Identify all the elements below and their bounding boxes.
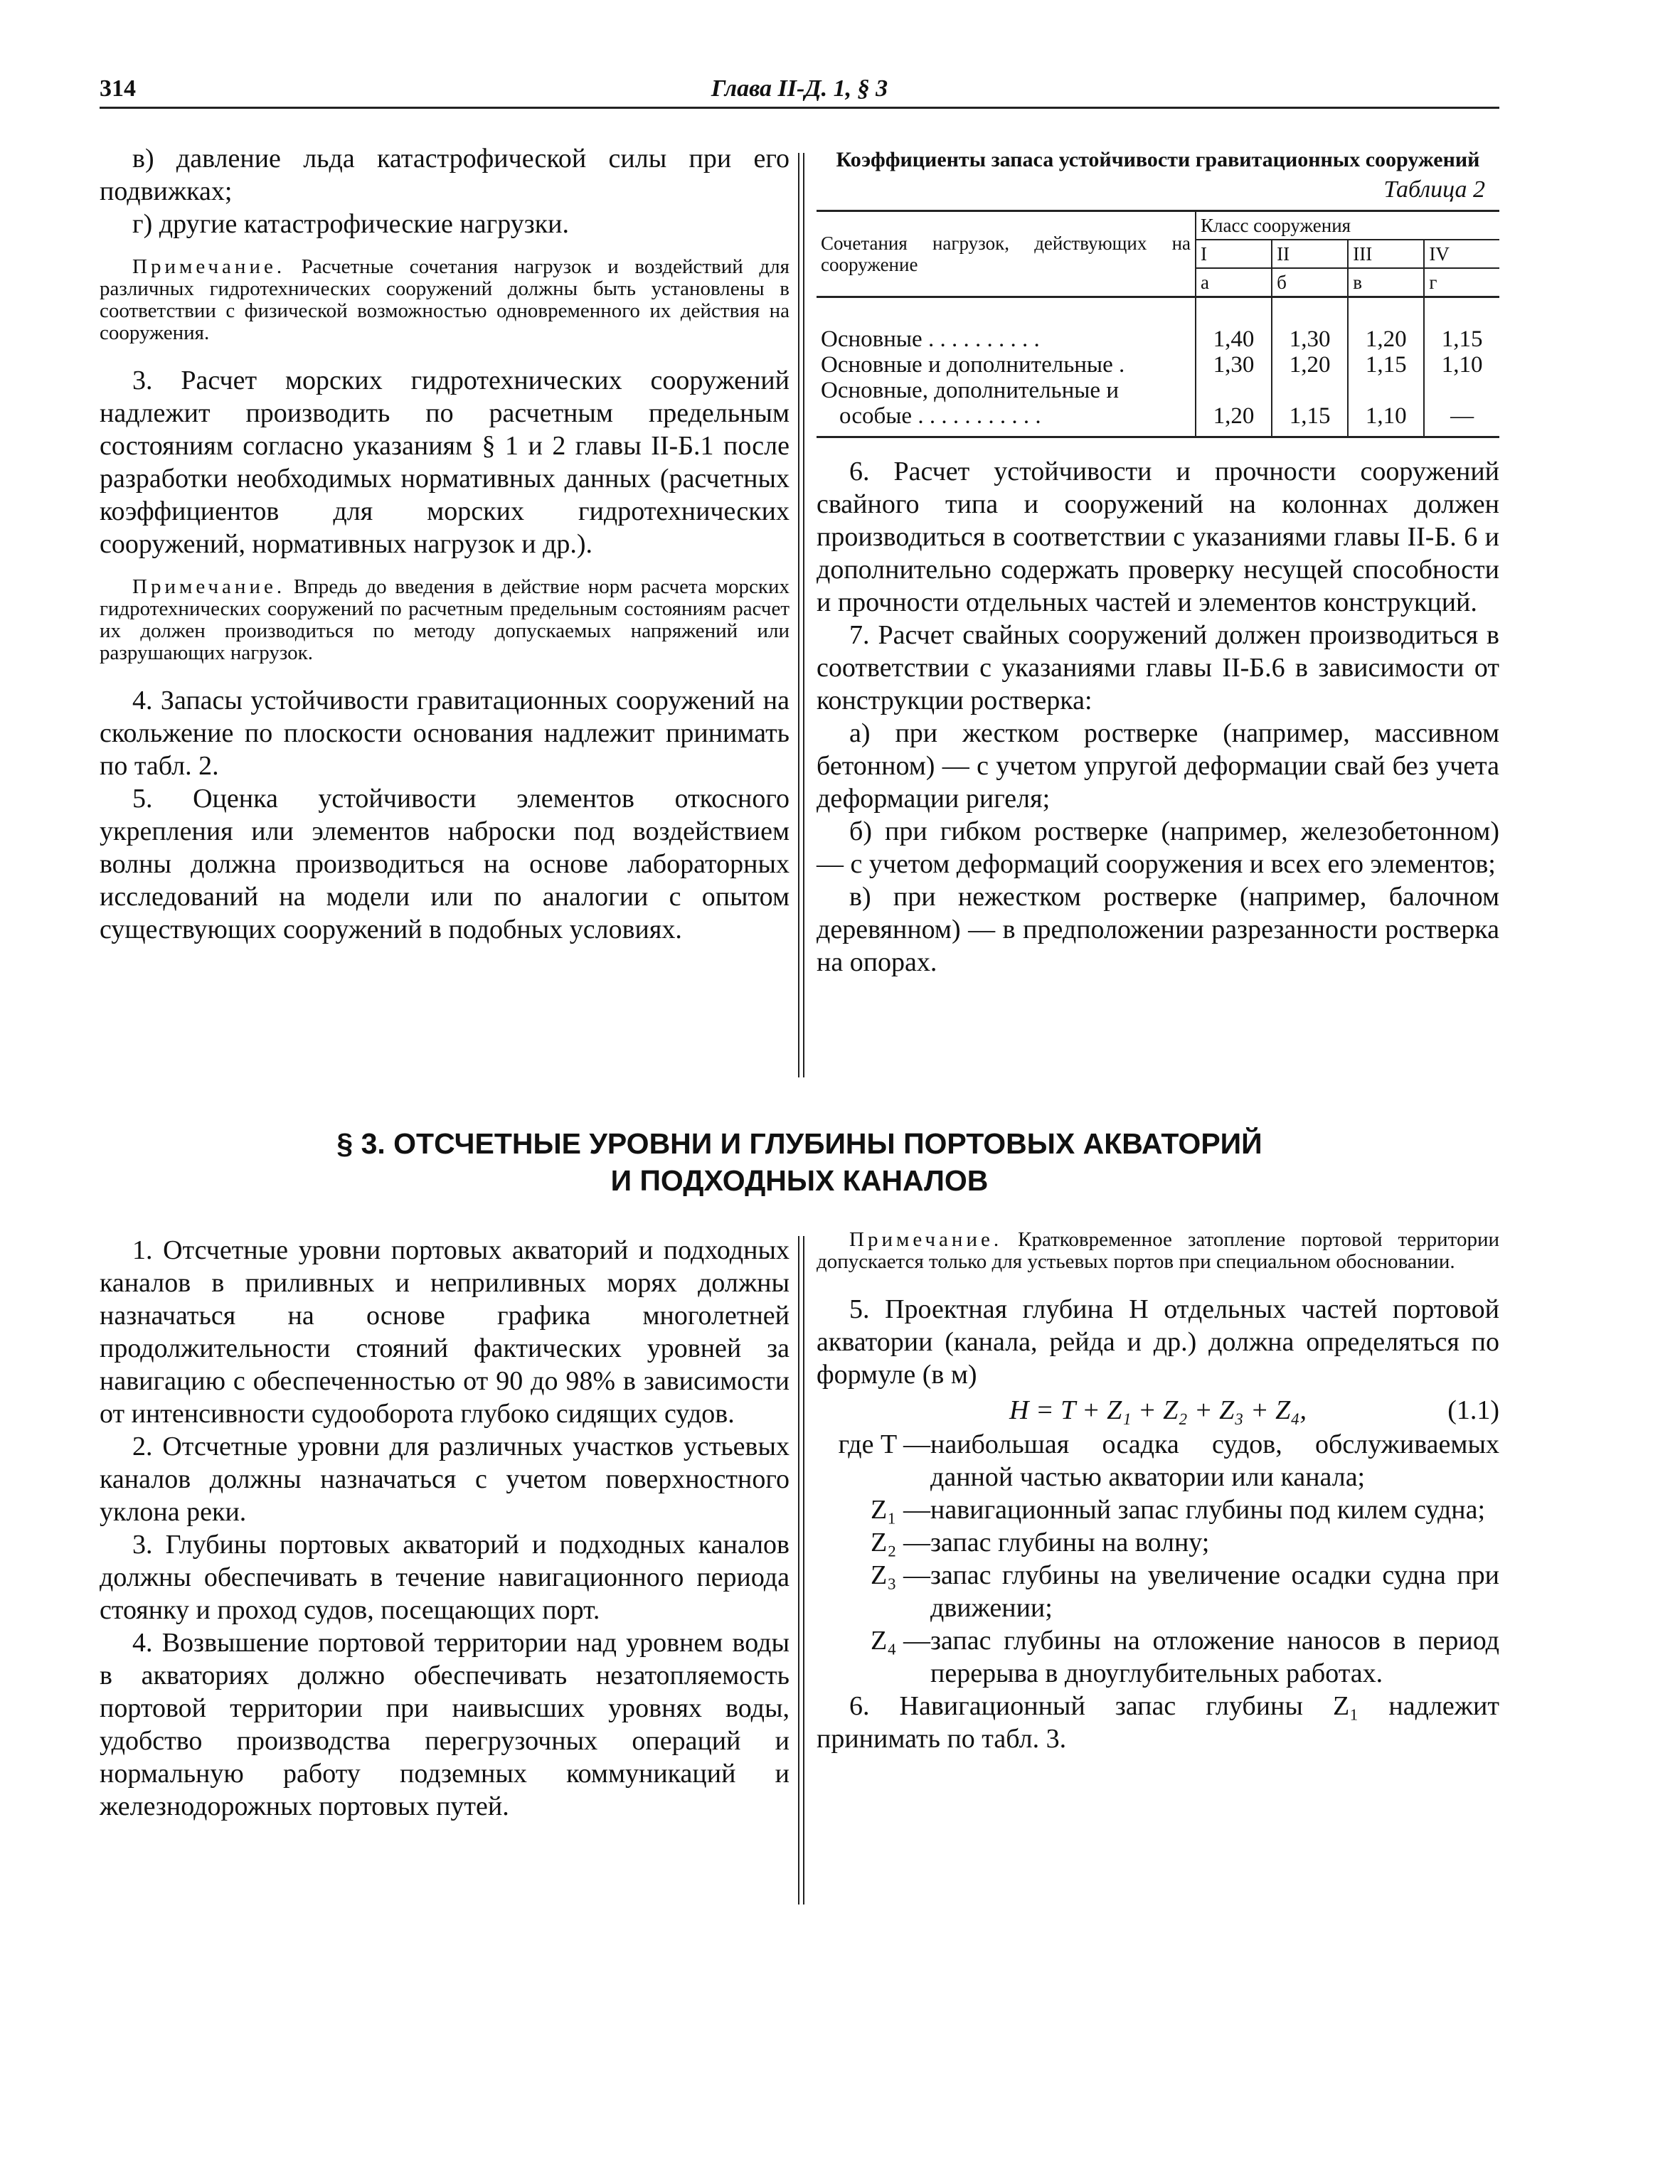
- chapter-reference: Глава II-Д. 1, § 3: [711, 75, 888, 102]
- table-cell: 1,10: [1348, 403, 1424, 437]
- paragraph-7b: б) при гибком ростверке (например, железобетонном) — с учетом деформаций сооружения и всех его элементов;: [817, 816, 1499, 879]
- formula-definitions: [817, 1428, 1499, 1690]
- class-4-letter: г: [1424, 268, 1499, 297]
- paragraph-7: 7. Расчет свайных сооружений должен производиться в соответствии с указаниями главы II-Б.6 в зависимости от конструкции ростверка:: [817, 620, 1499, 715]
- column-divider-bottom-1: [798, 1236, 799, 1905]
- running-head: [100, 75, 1499, 109]
- table-header-row-1: [817, 211, 1499, 240]
- definition-symbol: Z₃ —: [871, 1560, 930, 1590]
- paragraph-v: в) давление льда катастрофической силы при его подвижках;: [100, 144, 790, 206]
- paragraph-3: 3. Расчет морских гидротехнических сооружений надлежит производить по расчетным предельным состояниям согласно указаниям § 1 и 2 главы II-Б.1 после разработки необходимых нормативных данных (расчетных коэффициентов для морских гидротехнических сооружений, нормативных нагрузок и др.).: [100, 366, 790, 559]
- row-label: Основные, дополнительные и: [821, 378, 1119, 403]
- table-cell: 1,15: [1424, 326, 1499, 352]
- column-divider-bottom-2: [803, 1236, 804, 1905]
- definition-text: запас глубины на отложение наносов в период перерыва в дноуглубительных работах.: [930, 1626, 1499, 1688]
- column-divider-top-1: [798, 153, 799, 1077]
- note-1-label: Примечание.: [132, 255, 286, 278]
- table-row: [817, 352, 1499, 378]
- section-paragraph-6: 6. Навигационный запас глубины Z₁ надлежит принимать по табл. 3.: [817, 1691, 1499, 1754]
- definition-symbol: Z₂ —: [871, 1528, 930, 1557]
- table-spacer-row: [817, 297, 1499, 327]
- section-paragraph-4: 4. Возвышение портовой территории над уровнем воды в акваториях должно обеспечивать незатопляемость портовой территории при наивысших уровнях воды, удобство производства перегрузочных операций и нормальную работу подземных коммуникаций и железнодорожных портовых путей.: [100, 1628, 790, 1821]
- definition-item: [817, 1493, 1499, 1526]
- definition-item: [817, 1559, 1499, 1624]
- table-cell: 1,20: [1348, 326, 1424, 352]
- table-cell: 1,20: [1196, 403, 1272, 437]
- table-cell: 1,15: [1348, 352, 1424, 378]
- bottom-right-column: [817, 1229, 1499, 1755]
- definition-item: [817, 1526, 1499, 1559]
- section-note-label: Примечание.: [849, 1228, 1003, 1251]
- table-class-header: Класс сооружения: [1196, 211, 1499, 240]
- note-2-text: Впредь до введения в действие норм расчета морских гидротехнических сооружений по расчетным предельным состояниям расчет их должен производиться по методу допускаемых напряжений или разрушающих нагрузок.: [100, 575, 790, 664]
- definition-symbol: Z₄ —: [871, 1626, 930, 1656]
- table-cell: —: [1424, 403, 1499, 437]
- table-cell: 1,30: [1272, 326, 1348, 352]
- table-load-combo-header: Сочетания нагрузок, действующих на сооружение: [817, 211, 1196, 297]
- paragraph-g: г) другие катастрофические нагрузки.: [132, 209, 570, 239]
- section-paragraph-3: 3. Глубины портовых акваторий и подходных каналов должны обеспечивать в течение навигационного периода стоянку и проход судов, посещающих порт.: [100, 1530, 790, 1625]
- column-divider-top-2: [803, 153, 804, 1077]
- definition-text: запас глубины на волну;: [930, 1528, 1210, 1557]
- row-label: Основные . . . . . . . . . .: [821, 326, 1040, 352]
- section-paragraph-5: 5. Проектная глубина H отдельных частей портовой акватории (канала, рейда и др.) должна определяться по формуле (в м): [817, 1294, 1499, 1390]
- section-title: [100, 1125, 1499, 1199]
- note-2: [100, 576, 790, 664]
- note-1-text: Расчетные сочетания нагрузок и воздействий для различных гидротехнических сооружений должны быть установлены в соответствии с физической возможностью одновременного их действия на сооружения.: [100, 255, 790, 344]
- depth-formula: [817, 1394, 1499, 1427]
- table-row: [817, 326, 1499, 352]
- section-note: [817, 1229, 1499, 1273]
- table-cell: 1,40: [1196, 326, 1272, 352]
- definition-text: навигационный запас глубины под килем судна;: [930, 1495, 1486, 1525]
- section-title-line-1: § 3. ОТСЧЕТНЫЕ УРОВНИ И ГЛУБИНЫ ПОРТОВЫХ АКВАТОРИЙ: [336, 1127, 1262, 1160]
- class-3-header: III: [1348, 240, 1424, 268]
- note-2-label: Примечание.: [132, 575, 286, 598]
- table-cell: 1,15: [1272, 403, 1348, 437]
- table-cell: 1,10: [1424, 352, 1499, 378]
- row-label: Основные и дополнительные .: [821, 352, 1125, 378]
- section-paragraph-1: 1. Отсчетные уровни портовых акваторий и подходных каналов в приливных и неприливных морях должны назначаться на основе графика многолетней продолжительности стояний фактических уровней за навигацию с обеспеченностью от 90 до 98% в зависимости от интенсивности судооборота глубоко сидящих судов.: [100, 1235, 790, 1429]
- paragraph-7v: в) при нежестком ростверке (например, балочном деревянном) — в предположении разрезанности ростверка на опорах.: [817, 882, 1499, 977]
- paragraph-5: 5. Оценка устойчивости элементов откосного укрепления или элементов наброски под воздействием волны должна производиться на основе лабораторных исследований на модели или по аналогии с опытом существующих сооружений в подобных условиях.: [100, 784, 790, 944]
- definition-text: запас глубины на увеличение осадки судна при движении;: [930, 1560, 1499, 1623]
- table-2-number: Таблица 2: [1383, 176, 1485, 203]
- note-1: [100, 256, 790, 344]
- definition-symbol: где T —: [838, 1429, 930, 1459]
- bottom-left-column: [100, 1234, 790, 1823]
- page-number: 314: [100, 75, 136, 102]
- class-4-header: IV: [1424, 240, 1499, 268]
- paragraph-6: 6. Расчет устойчивости и прочности сооружений свайного типа и сооружений на колоннах должен производиться в соответствии с указаниями главы II-Б. 6 и дополнительно содержать проверку несущей способности и прочности отдельных частей и элементов конструкций.: [817, 457, 1499, 617]
- class-2-letter: б: [1272, 268, 1348, 297]
- class-1-header: I: [1196, 240, 1272, 268]
- paragraph-7a: а) при жестком ростверке (например, массивном бетонном) — с учетом упругой деформации свай без учета деформации ригеля;: [817, 718, 1499, 814]
- table-2-title: Коэффициенты запаса устойчивости гравитационных сооружений: [836, 148, 1480, 171]
- section-title-line-2: И ПОДХОДНЫХ КАНАЛОВ: [610, 1164, 989, 1197]
- definition-item: [817, 1624, 1499, 1690]
- top-left-column: [100, 142, 790, 946]
- top-right-column: [817, 148, 1499, 979]
- formula-expression: H = T + Z₁ + Z₂ + Z₃ + Z₄,: [1009, 1395, 1307, 1425]
- formula-number: (1.1): [1447, 1395, 1499, 1425]
- class-3-letter: в: [1348, 268, 1424, 297]
- row-label-continued: особые . . . . . . . . . . .: [817, 403, 1196, 437]
- paragraph-4: 4. Запасы устойчивости гравитационных сооружений на скольжение по плоскости основания надлежит принимать по табл. 2.: [100, 686, 790, 781]
- definition-item: [817, 1428, 1499, 1493]
- table-cell: 1,30: [1196, 352, 1272, 378]
- definition-symbol: Z₁ —: [871, 1495, 930, 1525]
- table-cell: 1,20: [1272, 352, 1348, 378]
- stability-table: [817, 210, 1499, 438]
- section-note-text: Кратковременное затопление портовой территории допускается только для устьевых портов при специальном обосновании.: [817, 1228, 1499, 1273]
- table-row: [817, 403, 1499, 437]
- section-paragraph-2: 2. Отсчетные уровни для различных участков устьевых каналов должны назначаться с учетом поверхностного уклона реки.: [100, 1432, 790, 1527]
- definition-text: наибольшая осадка судов, обслуживаемых данной частью акватории или канала;: [930, 1429, 1499, 1492]
- table-row: [817, 378, 1499, 403]
- class-1-letter: а: [1196, 268, 1272, 297]
- class-2-header: II: [1272, 240, 1348, 268]
